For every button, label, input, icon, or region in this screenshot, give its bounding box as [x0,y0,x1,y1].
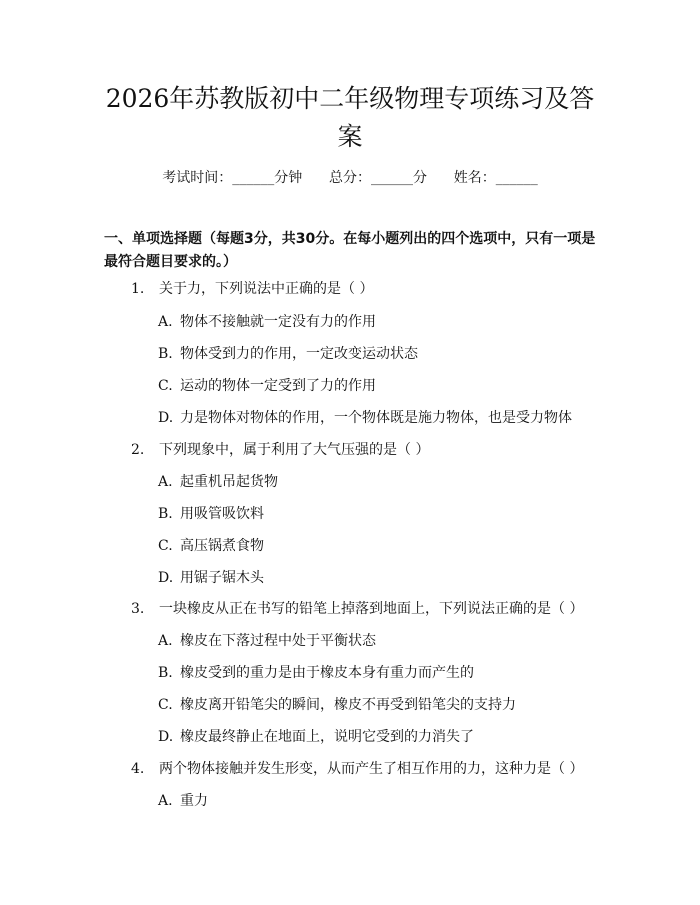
option-2b [158,504,264,524]
option-3c [158,695,516,715]
option-label: A. [158,793,173,809]
option-label: B. [158,506,173,522]
option-text: 高压锅煮食物 [180,538,264,554]
option-3d [158,727,474,747]
option-label: D. [158,570,174,586]
question-text: 关于力，下列说法中正确的是（ ） [159,281,374,297]
document-title: 2026年苏教版初中二年级物理专项练习及答案 [105,84,595,151]
question-text: 一块橡皮从正在书写的铅笔上掉落到地面上，下列说法正确的是（ ） [159,601,584,617]
option-text: 用吸管吸饮料 [180,506,264,522]
question-number: 4. [131,761,145,777]
option-text: 起重机吊起货物 [180,474,278,490]
option-label: B. [158,665,173,681]
option-text: 橡皮在下落过程中处于平衡状态 [180,633,376,649]
option-text: 橡皮离开铅笔尖的瞬间，橡皮不再受到铅笔尖的支持力 [180,697,516,713]
option-1a [158,312,376,332]
exam-info-line: 考试时间：______分钟 总分：______分 姓名：______ [162,170,538,186]
option-label: A. [158,633,173,649]
option-1c [158,376,376,396]
question-number: 3. [131,601,145,617]
question-4 [131,759,583,779]
option-text: 物体不接触就一定没有力的作用 [180,314,376,330]
option-2a [158,472,278,492]
question-1 [131,279,373,299]
option-text: 橡皮受到的重力是由于橡皮本身有重力而产生的 [180,665,474,681]
option-2d [158,568,264,588]
option-text: 橡皮最终静止在地面上，说明它受到的力消失了 [180,729,474,745]
question-number: 2. [131,442,145,458]
option-3b [158,663,474,683]
option-label: D. [158,410,174,426]
option-1b [158,344,418,364]
option-label: B. [158,346,173,362]
option-text: 物体受到力的作用，一定改变运动状态 [180,346,418,362]
option-text: 用锯子锯木头 [180,570,264,586]
option-label: C. [158,378,173,394]
option-3a [158,631,376,651]
option-text: 重力 [180,793,208,809]
question-2 [131,440,429,460]
option-label: C. [158,538,173,554]
option-2c [158,536,264,556]
option-1d [158,408,572,428]
question-text: 两个物体接触并发生形变，从而产生了相互作用的力，这种力是（ ） [159,761,584,777]
option-label: D. [158,729,174,745]
option-label: C. [158,697,173,713]
section-heading: 一、单项选择题（每题3分，共30分。在每小题列出的四个选项中，只有一项是最符合题目要求的。） [104,231,596,270]
option-text: 运动的物体一定受到了力的作用 [180,378,376,394]
question-text: 下列现象中，属于利用了大气压强的是（ ） [159,442,430,458]
option-text: 力是物体对物体的作用，一个物体既是施力物体，也是受力物体 [180,410,572,426]
question-3 [131,599,583,619]
option-4a [158,791,208,811]
option-label: A. [158,474,173,490]
question-number: 1. [131,281,145,297]
option-label: A. [158,314,173,330]
